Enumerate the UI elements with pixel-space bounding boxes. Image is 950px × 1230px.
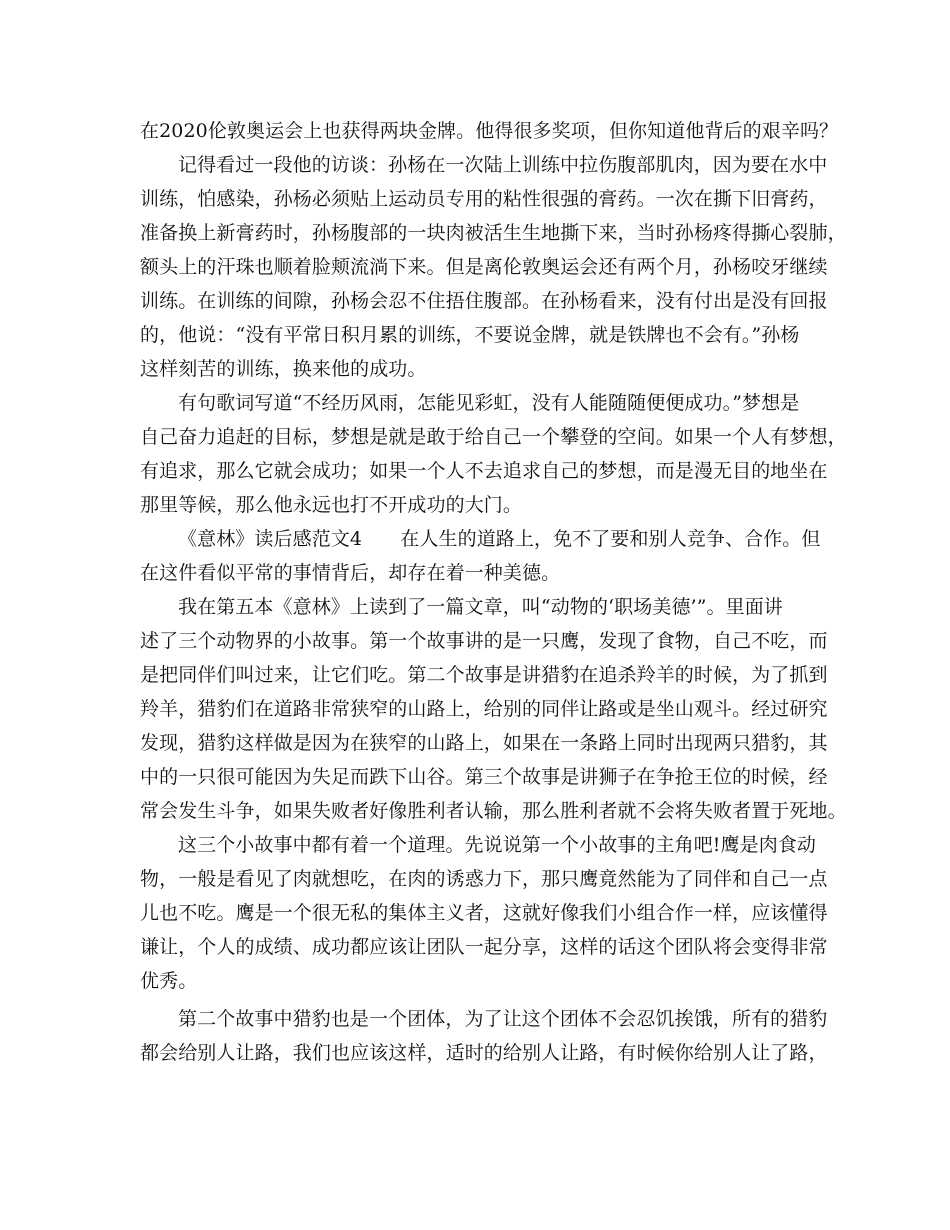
text-line: 是把同伴们叫过来，让它们吃。第二个故事是讲猎豹在追杀羚羊的时候，为了抓到: [140, 664, 828, 686]
text-line: 中的一只很可能因为失足而跌下山谷。第三个故事是讲狮子在争抢王位的时候，经: [140, 766, 828, 788]
text-line: 在这件看似平常的事情背后，却存在着一种美德。: [140, 562, 561, 584]
text-line: 第二个故事中猎豹也是一个团体，为了让这个团体不会忍饥挨饿，所有的猎豹: [178, 1008, 828, 1030]
text-line: 训练。在训练的间隙，孙杨会忍不住捂住腹部。在孙杨看来，没有付出是没有回报: [140, 290, 828, 312]
text-line: 都会给别人让路，我们也应该这样，适时的给别人让路，有时候你给别人让了路，: [140, 1042, 828, 1064]
text-line: 训练，怕感染，孙杨必须贴上运动员专用的粘性很强的膏药。一次在撕下旧膏药，: [140, 188, 828, 210]
text-line: 这样刻苦的训练，换来他的成功。: [140, 358, 427, 380]
text-line: 发现，猎豹这样做是因为在狭窄的山路上，如果在一条路上同时出现两只猎豹，其: [140, 732, 828, 754]
text-line: 我在第五本《意林》上读到了一篇文章，叫“动物的‘职场美德’”。里面讲: [178, 596, 783, 618]
text-line: 有追求，那么它就会成功；如果一个人不去追求自己的梦想，而是漫无目的地坐在: [140, 460, 828, 482]
text-line: 额头上的汗珠也顺着脸颊流淌下来。但是离伦敦奥运会还有两个月，孙杨咬牙继续: [140, 256, 828, 278]
text-line: 这三个小故事中都有着一个道理。先说说第一个小故事的主角吧!鹰是肉食动: [178, 834, 817, 856]
text-line: 《意林》读后感范文4 在人生的道路上，免不了要和别人竞争、合作。但: [178, 528, 821, 550]
text-line: 物，一般是看见了肉就想吃，在肉的诱惑力下，那只鹰竟然能为了同伴和自己一点: [140, 868, 828, 890]
text-line: 在2020伦敦奥运会上也获得两块金牌。他得很多奖项，但你知道他背后的艰辛吗？: [140, 120, 839, 142]
text-line: 常会发生斗争，如果失败者好像胜利者认输，那么胜利者就不会将失败者置于死地。: [140, 800, 847, 822]
text-line: 羚羊，猎豹们在道路非常狭窄的山路上，给别的同伴让路或是坐山观斗。经过研究: [140, 698, 828, 720]
document-body: [140, 114, 847, 1070]
text-line: 的，他说：“没有平常日积月累的训练，不要说金牌，就是铁牌也不会有。”孙杨: [140, 324, 800, 346]
text-line: 儿也不吃。鹰是一个很无私的集体主义者，这就好像我们小组合作一样，应该懂得: [140, 902, 828, 924]
text-line: 自己奋力追赶的目标，梦想是就是敢于给自己一个攀登的空间。如果一个人有梦想，: [140, 426, 847, 448]
text-line: 述了三个动物界的小故事。第一个故事讲的是一只鹰，发现了食物，自己不吃，而: [140, 630, 828, 652]
text-line: 谦让，个人的成绩、成功都应该让团队一起分享，这样的话这个团队将会变得非常: [140, 936, 828, 958]
text-line: 记得看过一段他的访谈：孙杨在一次陆上训练中拉伤腹部肌肉，因为要在水中: [178, 154, 828, 176]
text-line: 有句歌词写道“不经历风雨，怎能见彩虹，没有人能随随便便成功。”梦想是: [178, 392, 800, 414]
text-line: 优秀。: [140, 970, 198, 992]
text-line: 那里等候，那么他永远也打不开成功的大门。: [140, 494, 523, 516]
text-line: 准备换上新膏药时，孙杨腹部的一块肉被活生生地撕下来，当时孙杨疼得撕心裂肺，: [140, 222, 847, 244]
